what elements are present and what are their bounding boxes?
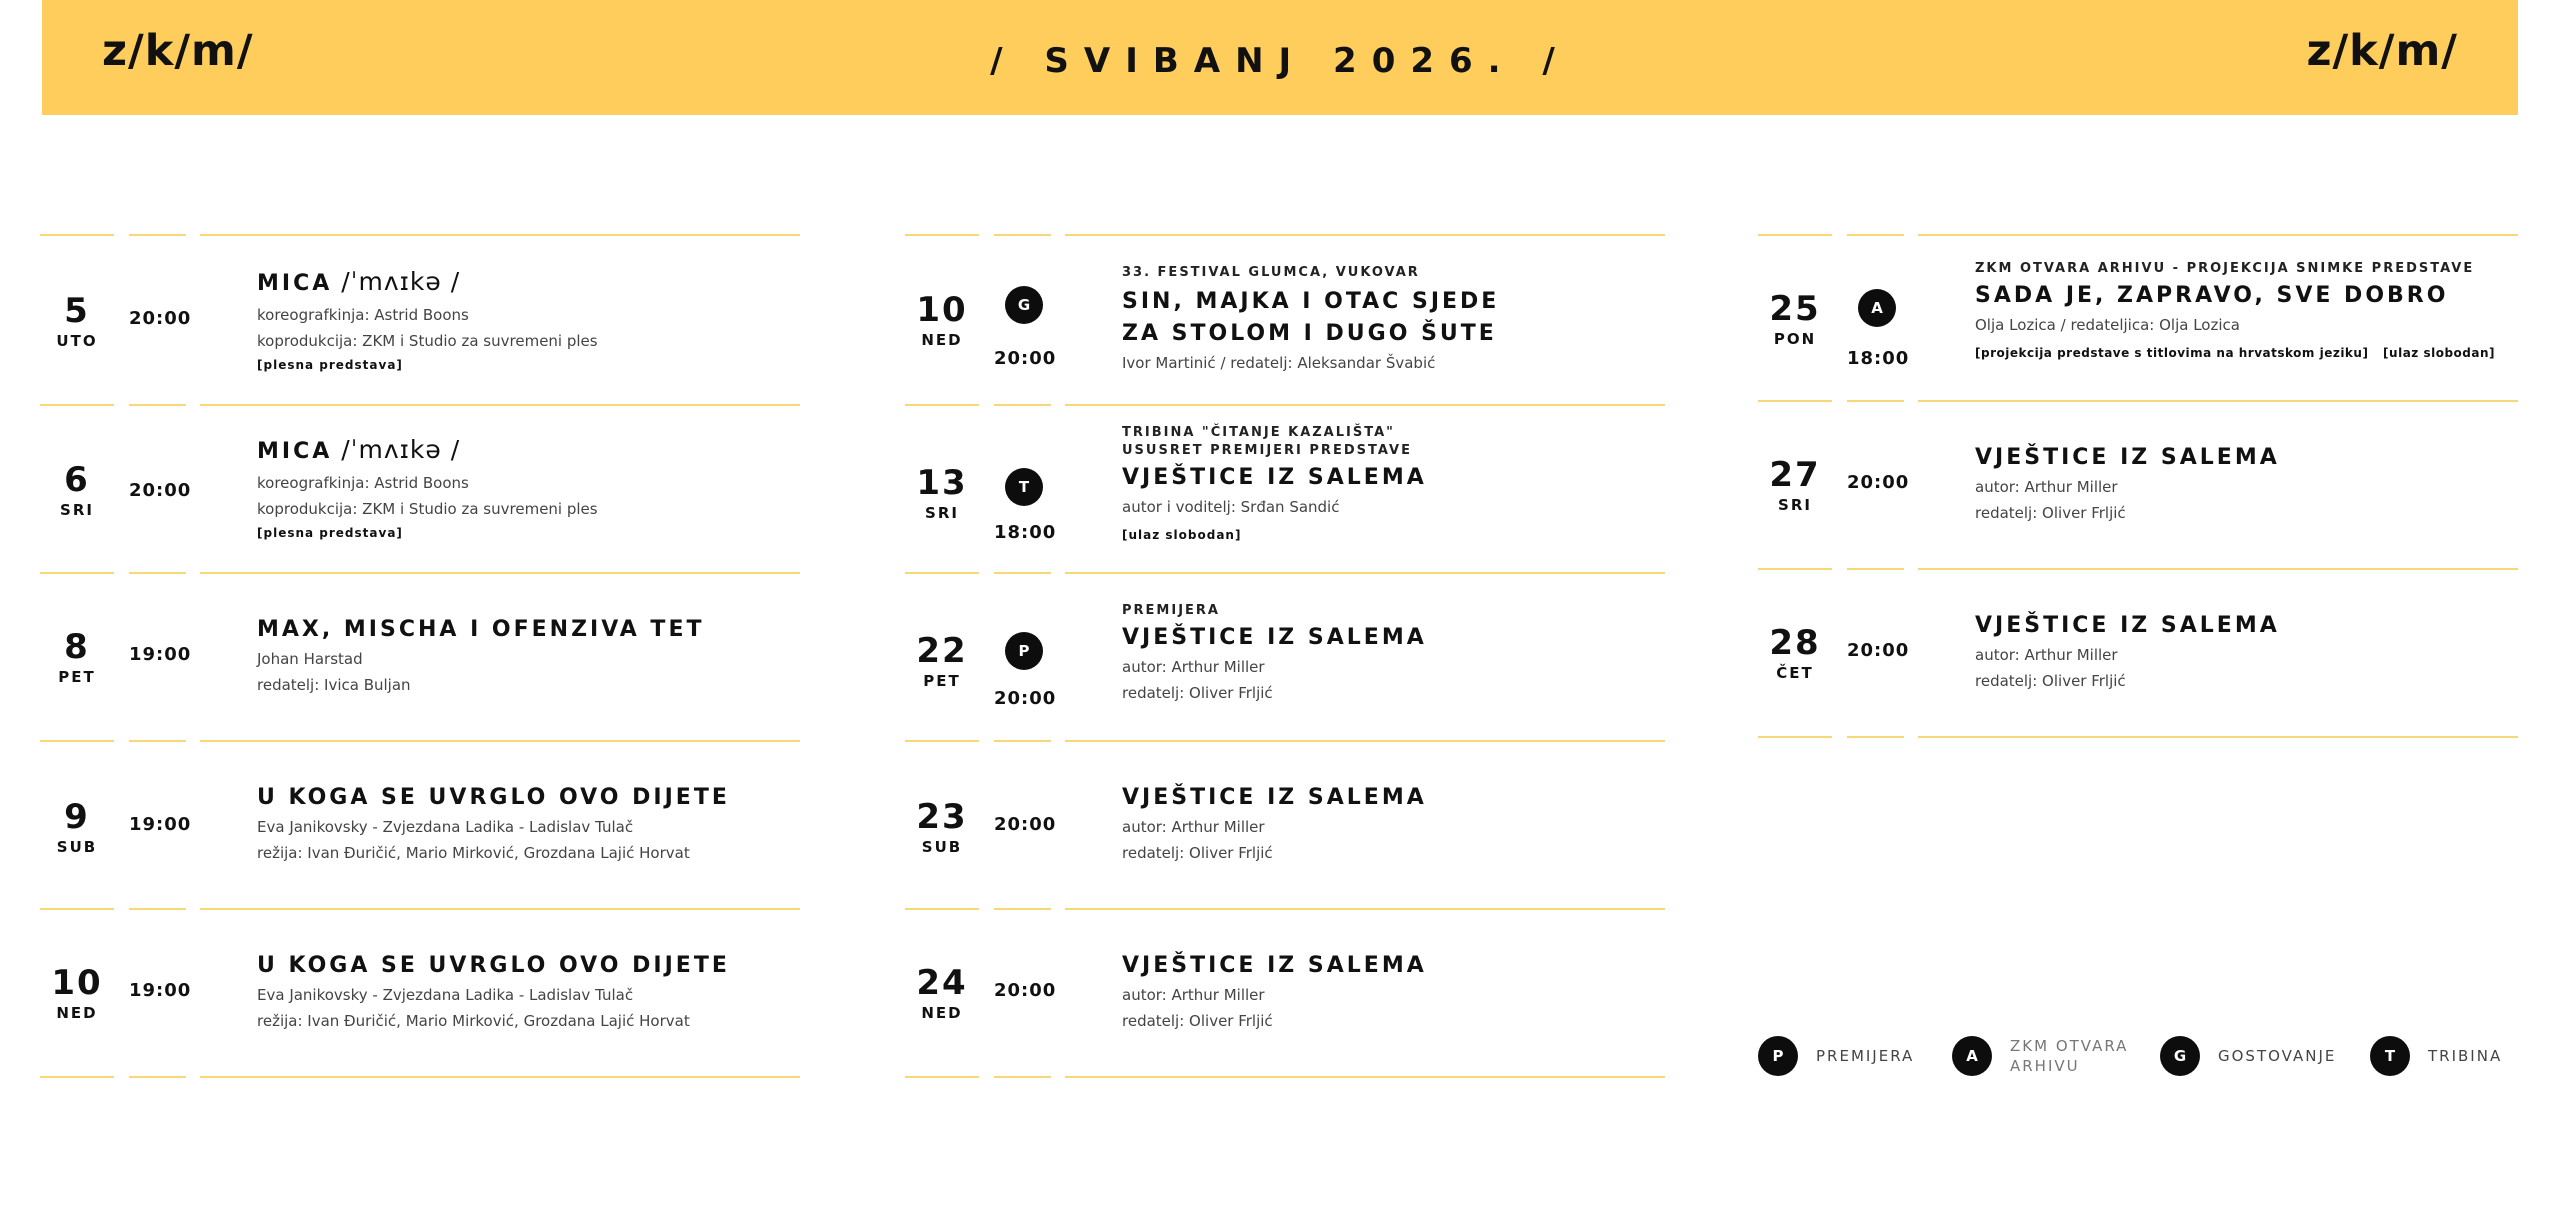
event-row[interactable] — [905, 574, 1665, 742]
event-info: TRIBINA "ČITANJE KAZALIŠTA" USUSRET PREMIJERI PREDSTAVE VJEŠTICE IZ SALEMA autor i voditelj: Srđan Sandić [ulaz slobodan] — [1122, 424, 1682, 546]
event-time: 20:00 — [129, 480, 192, 501]
event-row[interactable] — [905, 910, 1665, 1078]
legend-gostovanje — [2160, 1036, 2340, 1078]
legend-arhiva — [1952, 1036, 2132, 1078]
event-title: VJEŠTICE IZ SALEMA — [1122, 785, 1427, 810]
arhiva-icon: A — [1952, 1036, 1992, 1076]
event-title: VJEŠTICE IZ SALEMA — [1975, 613, 2280, 638]
event-date: 8 PET — [58, 627, 96, 686]
event-date: 23 SUB — [916, 797, 968, 856]
legend-tribina — [2370, 1036, 2520, 1078]
schedule-column-1 — [40, 0, 800, 1225]
event-date: 9 SUB — [56, 797, 98, 856]
event-title: VJEŠTICE IZ SALEMA — [1122, 953, 1427, 978]
event-row[interactable] — [905, 742, 1665, 910]
schedule-column-2 — [905, 0, 1665, 1225]
event-time: 19:00 — [129, 980, 192, 1001]
event-date: 5 UTO — [56, 291, 98, 350]
event-info: MAX, MISCHA I OFENZIVA TET Johan Harstad redatelj: Ivica Buljan — [257, 614, 817, 698]
event-date: 10 NED — [51, 963, 103, 1022]
event-info: VJEŠTICE IZ SALEMA autor: Arthur Miller redatelj: Oliver Frljić — [1122, 950, 1682, 1034]
event-time: 18:00 — [1847, 348, 1910, 369]
event-row[interactable] — [905, 406, 1665, 574]
event-title: MICA /ˈmʌɪkə / — [257, 435, 461, 464]
event-title: VJEŠTICE IZ SALEMA — [1122, 465, 1427, 490]
event-date: 22 PET — [916, 631, 968, 690]
gostovanje-icon: G — [2160, 1036, 2200, 1076]
legend-label: TRIBINA — [2428, 1047, 2503, 1065]
event-info: VJEŠTICE IZ SALEMA autor: Arthur Miller redatelj: Oliver Frljić — [1975, 442, 2535, 526]
page-title: / SVIBANJ 2026. / — [990, 41, 1570, 81]
legend-label: ZKM OTVARA ARHIVU — [2010, 1037, 2129, 1075]
event-info: 33. FESTIVAL GLUMCA, VUKOVAR SIN, MAJKA I OTAC SJEDE ZA STOLOM I DUGO ŠUTE Ivor Martinić / redatelj: Aleksandar Švabić — [1122, 264, 1682, 376]
event-info: U KOGA SE UVRGLO OVO DIJETE Eva Janikovsky - Zvjezdana Ladika - Ladislav Tulač režija: Ivan Đuričić, Mario Mirković, Grozdana Lajić Horvat — [257, 782, 817, 866]
event-info: PREMIJERA VJEŠTICE IZ SALEMA autor: Arthur Miller redatelj: Oliver Frljić — [1122, 602, 1682, 706]
event-date: 27 SRI — [1769, 455, 1821, 514]
event-date: 28 ČET — [1769, 623, 1821, 682]
event-time: 20:00 — [994, 688, 1057, 709]
event-title: MICA /ˈmʌɪkə / — [257, 267, 461, 296]
event-row[interactable] — [40, 406, 800, 574]
legend-label: PREMIJERA — [1816, 1047, 1915, 1065]
event-title: MAX, MISCHA I OFENZIVA TET — [257, 617, 705, 642]
zkm-logo-right: z/k/m/ — [2306, 26, 2458, 76]
event-title: VJEŠTICE IZ SALEMA — [1122, 625, 1427, 650]
event-row[interactable] — [40, 742, 800, 910]
event-date: 25 PON — [1769, 289, 1821, 348]
tribina-icon: T — [2370, 1036, 2410, 1076]
event-info: MICA /ˈmʌɪkə / koreografkinja: Astrid Boons koprodukcija: ZKM i Studio za suvremeni ples [plesna predstava] — [257, 266, 817, 376]
event-row[interactable] — [1758, 236, 2518, 404]
event-time: 20:00 — [1847, 472, 1910, 493]
gostovanje-badge: G — [1005, 286, 1043, 324]
event-title: U KOGA SE UVRGLO OVO DIJETE — [257, 785, 730, 810]
event-info: VJEŠTICE IZ SALEMA autor: Arthur Miller redatelj: Oliver Frljić — [1975, 610, 2535, 694]
event-date: 24 NED — [916, 963, 968, 1022]
event-row[interactable] — [1758, 402, 2518, 570]
event-date: 10 NED — [916, 290, 968, 349]
event-time: 20:00 — [994, 980, 1057, 1001]
legend-label: GOSTOVANJE — [2218, 1047, 2337, 1065]
event-title: SADA JE, ZAPRAVO, SVE DOBRO — [1975, 283, 2449, 308]
event-time: 20:00 — [1847, 640, 1910, 661]
event-time: 20:00 — [129, 308, 192, 329]
tribina-badge: T — [1005, 468, 1043, 506]
event-date: 6 SRI — [60, 460, 94, 519]
event-info: MICA /ˈmʌɪkə / koreografkinja: Astrid Boons koprodukcija: ZKM i Studio za suvremeni ples [plesna predstava] — [257, 434, 817, 544]
event-time: 19:00 — [129, 644, 192, 665]
event-row[interactable] — [905, 236, 1665, 404]
premijera-badge: P — [1005, 632, 1043, 670]
event-time: 18:00 — [994, 522, 1057, 543]
event-title: U KOGA SE UVRGLO OVO DIJETE — [257, 953, 730, 978]
event-title: VJEŠTICE IZ SALEMA — [1975, 445, 2280, 470]
event-date: 13 SRI — [916, 463, 968, 522]
event-row[interactable] — [40, 574, 800, 742]
zkm-logo-left: z/k/m/ — [102, 26, 254, 76]
event-info: U KOGA SE UVRGLO OVO DIJETE Eva Janikovsky - Zvjezdana Ladika - Ladislav Tulač režija: Ivan Đuričić, Mario Mirković, Grozdana Lajić Horvat — [257, 950, 817, 1034]
event-time: 20:00 — [994, 348, 1057, 369]
event-info: VJEŠTICE IZ SALEMA autor: Arthur Miller redatelj: Oliver Frljić — [1122, 782, 1682, 866]
event-time: 19:00 — [129, 814, 192, 835]
event-info: ZKM OTVARA ARHIVU - PROJEKCIJA SNIMKE PREDSTAVE SADA JE, ZAPRAVO, SVE DOBRO Olja Lozica / redateljica: Olja Lozica [projekcija predstave s titlovima na hrvatskom jeziku] [ulaz slobodan] — [1975, 260, 2535, 360]
event-row[interactable] — [40, 910, 800, 1078]
legend-premijera — [1758, 1036, 1928, 1078]
event-row[interactable] — [1758, 570, 2518, 738]
arhiva-badge: A — [1858, 289, 1896, 327]
event-row[interactable] — [40, 236, 800, 404]
premijera-icon: P — [1758, 1036, 1798, 1076]
event-time: 20:00 — [994, 814, 1057, 835]
event-title: SIN, MAJKA I OTAC SJEDE — [1122, 289, 1500, 314]
